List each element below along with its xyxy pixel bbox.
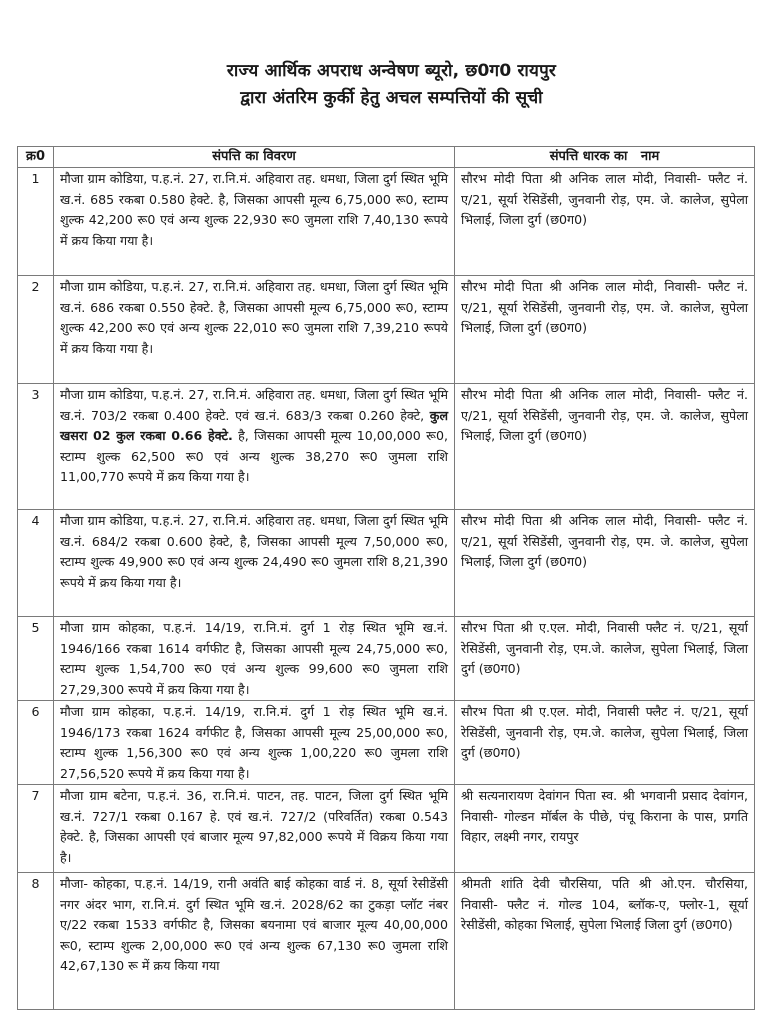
table-row (18, 276, 755, 384)
owner-cell: सौरभ मोदी पिता श्री अनिक लाल मोदी, निवासी- फ्लैट नं. ए/21, सूर्या रेसिडेंसी, जुनवानी रोड़, एम. जे. कालेज, सुपेला भिलाई, जिला दुर्ग (छ0ग0) (455, 276, 755, 384)
description-cell: मौजा ग्राम बटेना, प.ह.नं. 36, रा.नि.मं. पाटन, तह. पाटन, जिला दुर्ग स्थित भूमि ख.नं. 727/1 रकबा 0.167 हे. एवं ख.नं. 727/2 (परिवर्तित) रकबा 0.543 हेक्टे. है, जिसका आपसी एवं बाजार मूल्य 97,82,000 रूपये में विक्रय किया गया है। (54, 785, 455, 873)
table-row (18, 873, 755, 1010)
table-row (18, 785, 755, 873)
serial-cell: 8 (18, 873, 54, 1010)
description-text: है, जिसका आपसी मूल्य 10,00,000 रू0, स्टाम्प शुल्क 62,500 रू0 एवं अन्य शुल्क 38,270 रू0 जुमला राशि 11,00,770 रूपये में क्रय किया गया है। (60, 428, 448, 485)
document-title (0, 58, 783, 112)
description-cell: मौजा- कोहका, प.ह.नं. 14/19, रानी अवंति बाई कोहका वार्ड नं. 8, सूर्या रेसीडेंसी नगर अंदर भाग, रा.नि.मं. दुर्ग स्थित भूमि ख.नं. 2028/62 का टुकड़ा प्लॉट नंबर ए/22 रकबा 1533 वर्गफीट है, जिसका बयनामा एवं बाजार मूल्य 40,00,000 रू0, स्टाम्प शुल्क 2,00,000 रू0 एवं अन्य शुल्क 67,130 रू0 जुमला राशि 42,67,130 रू में क्रय किया गया (54, 873, 455, 1010)
serial-cell: 2 (18, 276, 54, 384)
table-header-row (18, 147, 755, 168)
owner-cell: सौरभ मोदी पिता श्री अनिक लाल मोदी, निवासी- फ्लैट नं. ए/21, सूर्या रेसिडेंसी, जुनवानी रोड़, एम. जे. कालेज, सुपेला भिलाई, जिला दुर्ग (छ0ग0) (455, 384, 755, 510)
owner-cell: श्री सत्यनारायण देवांगन पिता स्व. श्री भगवानी प्रसाद देवांगन, निवासी- गोल्डन मॉर्बल के पीछे, पंचू किराना के पास, प्रगति विहार, लक्ष्मी नगर, रायपुर (455, 785, 755, 873)
owner-cell: सौरभ मोदी पिता श्री अनिक लाल मोदी, निवासी- फ्लैट नं. ए/21, सूर्या रेसिडेंसी, जुनवानी रोड़, एम. जे. कालेज, सुपेला भिलाई, जिला दुर्ग (छ0ग0) (455, 168, 755, 276)
serial-cell: 3 (18, 384, 54, 510)
description-cell (54, 384, 455, 510)
description-bold-total: कुल खसरा 02 कुल रकबा 0.66 हेक्टे. (60, 407, 448, 444)
table-row (18, 617, 755, 701)
header-owner: संपत्ति धारक का नाम (455, 147, 755, 168)
owner-cell: सौरभ मोदी पिता श्री अनिक लाल मोदी, निवासी- फ्लैट नं. ए/21, सूर्या रेसिडेंसी, जुनवानी रोड़, एम. जे. कालेज, सुपेला भिलाई, जिला दुर्ग (छ0ग0) (455, 510, 755, 617)
description-text: मौजा ग्राम कोडिया, प.ह.नं. 27, रा.नि.मं. अहिवारा तह. धमधा, जिला दुर्ग स्थित भूमि ख.नं. 703/2 रकबा 0.400 हेक्टे. एवं ख.नं. 683/3 रकबा 0.260 हेक्टे, (60, 387, 448, 423)
header-serial: क्र0 (18, 147, 54, 168)
serial-cell: 7 (18, 785, 54, 873)
description-cell: मौजा ग्राम कोहका, प.ह.नं. 14/19, रा.नि.मं. दुर्ग 1 रोड़ स्थित भूमि ख.नं. 1946/166 रकबा 1614 वर्गफीट है, जिसका आपसी मूल्य 24,75,000 रू0, स्टाम्प शुल्क 1,54,700 रू0 एवं अन्य शुल्क 99,600 रू0 जुमला राशि 27,29,300 रूपये में क्रय किया गया है। (54, 617, 455, 701)
description-cell: मौजा ग्राम कोडिया, प.ह.नं. 27, रा.नि.मं. अहिवारा तह. धमधा, जिला दुर्ग स्थित भूमि ख.नं. 685 रकबा 0.580 हेक्टे. है, जिसका आपसी मूल्य 6,75,000 रू0, स्टाम्प शुल्क 42,200 रू0 एवं अन्य शुल्क 22,930 रू0 जुमला राशि 7,40,130 रूपये में क्रय किया गया है। (54, 168, 455, 276)
table-row (18, 510, 755, 617)
table-row (18, 701, 755, 785)
description-cell: मौजा ग्राम कोहका, प.ह.नं. 14/19, रा.नि.मं. दुर्ग 1 रोड़ स्थित भूमि ख.नं. 1946/173 रकबा 1624 वर्गफीट है, जिसका आपसी मूल्य 25,00,000 रू0, स्टाम्प शुल्क 1,56,300 रू0 एवं अन्य शुल्क 1,00,220 रू0 जुमला राशि 27,56,520 रूपये में क्रय किया गया है। (54, 701, 455, 785)
description-cell: मौजा ग्राम कोडिया, प.ह.नं. 27, रा.नि.मं. अहिवारा तह. धमधा, जिला दुर्ग स्थित भूमि ख.नं. 684/2 रकबा 0.600 हेक्टे, है, जिसका आपसी मूल्य 7,50,000 रू0, स्टाम्प शुल्क 49,900 रू0 एवं अन्य शुल्क 24,490 रू0 जुमला राशि 8,21,390 रूपये में क्रय किया गया है। (54, 510, 455, 617)
title-line-1: राज्य आर्थिक अपराध अन्वेषण ब्यूरो, छ0ग0 रायपुर (226, 61, 557, 81)
title-line-2: द्वारा अंतरिम कुर्की हेतु अचल सम्पत्तियों की सूची (240, 88, 543, 108)
table-row (18, 168, 755, 276)
description-cell: मौजा ग्राम कोडिया, प.ह.नं. 27, रा.नि.मं. अहिवारा तह. धमधा, जिला दुर्ग स्थित भूमि ख.नं. 686 रकबा 0.550 हेक्टे. है, जिसका आपसी मूल्य 6,75,000 रू0, स्टाम्प शुल्क 42,200 रू0 एवं अन्य शुल्क 22,010 रू0 जुमला राशि 7,39,210 रूपये में क्रय किया गया है। (54, 276, 455, 384)
table-row (18, 384, 755, 510)
serial-cell: 6 (18, 701, 54, 785)
serial-cell: 5 (18, 617, 54, 701)
owner-cell: सौरभ पिता श्री ए.एल. मोदी, निवासी फ्लैट नं. ए/21, सूर्या रेसिडेंसी, जुनवानी रोड़, एम.जे. कालेज, सुपेला भिलाई, जिला दुर्ग (छ0ग0) (455, 701, 755, 785)
owner-cell: श्रीमती शांति देवी चौरसिया, पति श्री ओ.एन. चौरसिया, निवासी- फ्लैट नं. गोल्ड 104, ब्लॉक-ए, फ्लोर-1, सूर्या रेसीडेंसी, कोहका भिलाई, सुपेला भिलाई जिला दुर्ग (छ0ग0) (455, 873, 755, 1010)
header-description: संपत्ति का विवरण (54, 147, 455, 168)
serial-cell: 1 (18, 168, 54, 276)
serial-cell: 4 (18, 510, 54, 617)
property-list-table (17, 146, 755, 1010)
owner-cell: सौरभ पिता श्री ए.एल. मोदी, निवासी फ्लैट नं. ए/21, सूर्या रेसिडेंसी, जुनवानी रोड़, एम.जे. कालेज, सुपेला भिलाई, जिला दुर्ग (छ0ग0) (455, 617, 755, 701)
